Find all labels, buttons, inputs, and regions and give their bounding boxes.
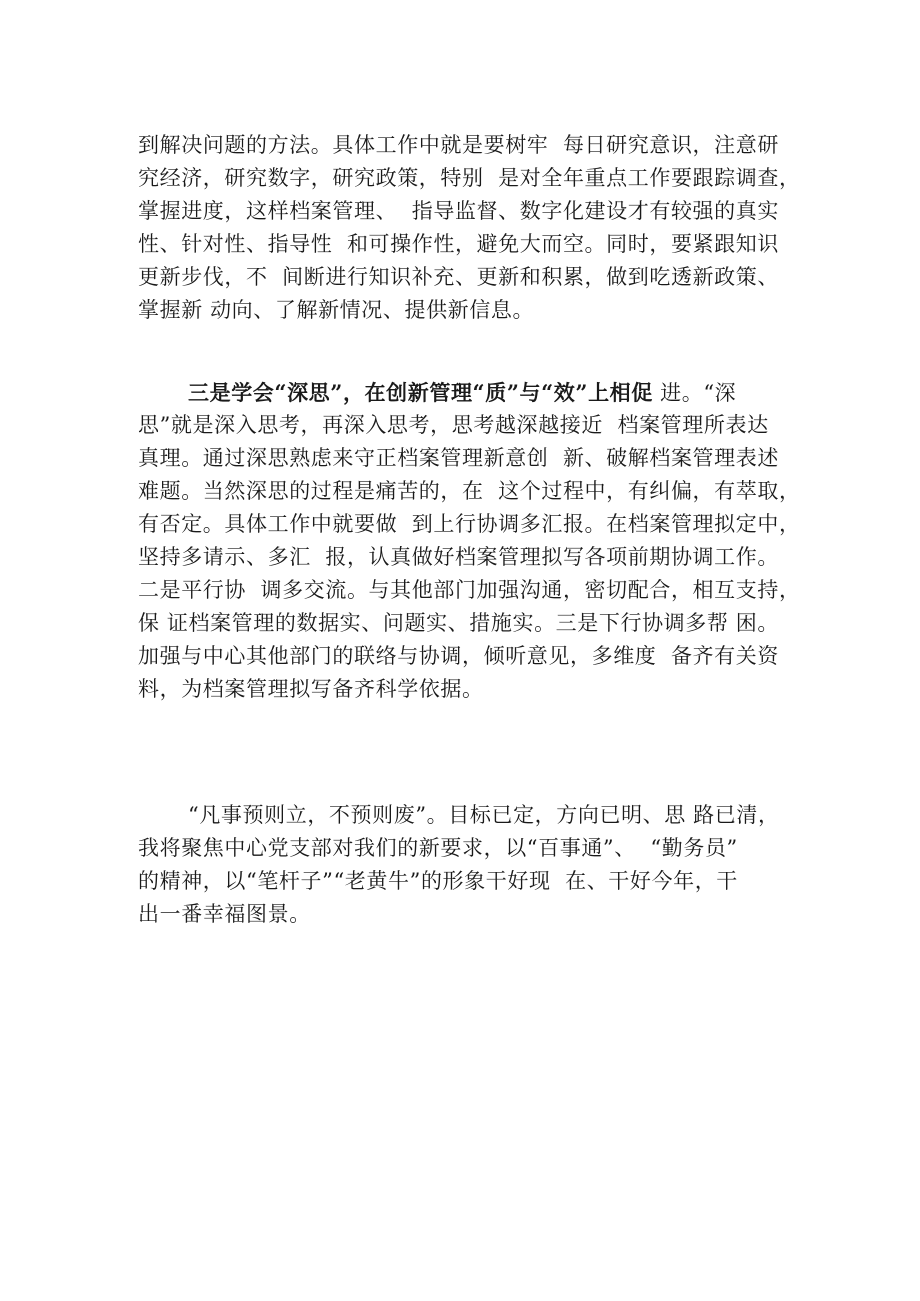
paragraph-line: 掌握进度，这样档案管理、 指导监督、数字化建设才有较强的真实 xyxy=(138,199,779,223)
paragraph-line: 更新步伐，不 间断进行知识补充、更新和积累，做到吃透新政策、 xyxy=(138,265,779,289)
paragraph-line: 料，为档案管理拟写备齐科学依据。 xyxy=(138,677,484,701)
paragraph-line: 有否定。具体工作中就要做 到上行协调多汇报。在档案管理拟定中， xyxy=(138,512,801,536)
paragraph-deep-thinking xyxy=(138,376,801,706)
paragraph-line: 保 证档案管理的数据实、问题实、措施实。三是下行协调多帮 困。 xyxy=(138,611,779,635)
paragraph-line: 出一番幸福图景。 xyxy=(138,902,311,926)
heading-tail-text: 进。“深 xyxy=(652,381,737,405)
section-heading: 三是学会“深思”，在创新管理“质”与“效”上相促 xyxy=(188,380,653,405)
paragraph-conclusion xyxy=(138,799,798,931)
paragraph-first-line: “凡事预则立，不预则废”。目标已定，方向已明、思 路已清， xyxy=(188,803,780,827)
paragraph-line: 坚持多请示、多汇 报，认真做好档案管理拟写各项前期协调工作。 xyxy=(138,545,779,569)
paragraph-line: 我将聚焦中心党支部对我们的新要求，以“百事通”、 “勤务员” xyxy=(138,836,738,860)
paragraph-research xyxy=(138,129,801,327)
paragraph-first-line xyxy=(138,376,798,409)
paragraph-line: 究经济，研究数字，研究政策，特别 是对全年重点工作要跟踪调查， xyxy=(138,166,801,190)
paragraph-line: 的精神，以“笔杆子”“老黄牛”的形象干好现 在、干好今年，干 xyxy=(138,869,738,893)
paragraph-line: 真理。通过深思熟虑来守正档案管理新意创 新、破解档案管理表述 xyxy=(138,446,779,470)
paragraph-line: 到解决问题的方法。具体工作中就是要树牢 每日研究意识，注意研 xyxy=(138,133,779,157)
paragraph-line: 性、针对性、指导性 和可操作性，避免大而空。同时，要紧跟知识 xyxy=(138,232,779,256)
paragraph-line: 思”就是深入思考，再深入思考，思考越深越接近 档案管理所表达 xyxy=(138,413,769,437)
paragraph-line: 掌握新 动向、了解新情况、提供新信息。 xyxy=(138,298,535,322)
paragraph-line: 难题。当然深思的过程是痛苦的，在 这个过程中，有纠偏，有萃取， xyxy=(138,479,801,503)
paragraph-line: 二是平行协 调多交流。与其他部门加强沟通，密切配合，相互支持， xyxy=(138,578,801,602)
paragraph-line: 加强与中心其他部门的联络与协调，倾听意见，多维度 备齐有关资 xyxy=(138,644,779,668)
